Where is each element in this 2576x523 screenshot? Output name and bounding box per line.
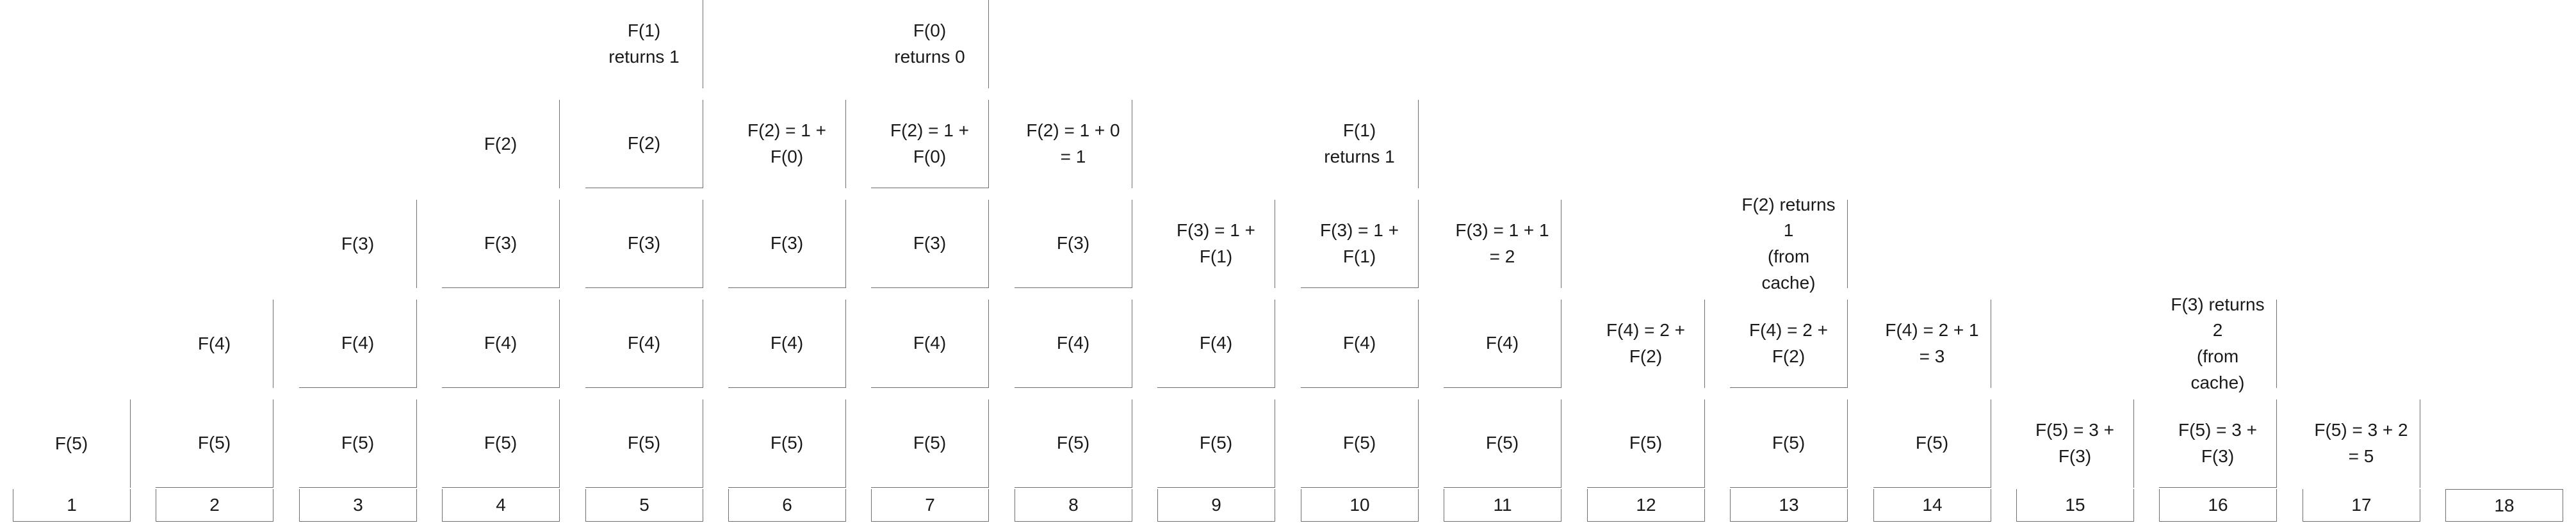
stack-frame: F(4): [1157, 300, 1275, 388]
stack-frame: F(5): [1730, 399, 1848, 488]
stack-frame: F(5) = 3 + F(3): [2159, 399, 2277, 488]
stack-frame: F(5) = 3 + F(3): [2016, 399, 2134, 488]
stack-frame: F(4): [728, 300, 846, 388]
stack-frame: F(5): [1587, 399, 1705, 488]
step-number: 17: [2303, 489, 2420, 522]
stack-frame: F(1) returns 1: [1301, 100, 1419, 188]
step-number: 8: [1015, 489, 1132, 522]
stack-frame: F(4) = 2 + F(2): [1730, 300, 1848, 388]
step-number: 7: [871, 489, 989, 522]
stack-frame: F(4): [442, 300, 560, 388]
step-number: 2: [156, 489, 273, 522]
stack-frame: F(5): [13, 399, 131, 488]
stack-frame: F(3): [871, 200, 989, 288]
step-number: 3: [299, 489, 417, 522]
stack-frame: F(5): [585, 399, 703, 488]
stack-frame: F(5): [156, 399, 273, 488]
step-number: 1: [13, 489, 131, 522]
stack-frame: F(2): [442, 100, 560, 188]
stack-frame: F(4): [156, 300, 273, 388]
stack-frame: F(4): [1444, 300, 1561, 388]
stack-frame: F(4): [1015, 300, 1132, 388]
stack-frame: F(3) returns 2 (from cache): [2159, 300, 2277, 388]
stack-frame: F(1) returns 1: [585, 0, 703, 88]
stack-frame: F(5): [1301, 399, 1419, 488]
stack-frame: F(4): [299, 300, 417, 388]
step-number: 4: [442, 489, 560, 522]
step-number: 16: [2159, 489, 2277, 522]
stack-frame: F(3) = 1 + F(1): [1157, 200, 1275, 288]
step-number: 5: [585, 489, 703, 522]
stack-frame: F(3): [585, 200, 703, 288]
step-number: 6: [728, 489, 846, 522]
step-number: 18: [2445, 489, 2563, 522]
stack-frame: F(2) = 1 + 0 = 1: [1015, 100, 1132, 188]
step-number: 14: [1873, 489, 1991, 522]
stack-frame: F(5): [1157, 399, 1275, 488]
stack-frame: F(3): [442, 200, 560, 288]
stack-frame: F(4) = 2 + F(2): [1587, 300, 1705, 388]
stack-frame: F(5): [442, 399, 560, 488]
stack-frame: F(5) = 3 + 2 = 5: [2303, 399, 2420, 488]
stack-frame: F(3): [1015, 200, 1132, 288]
stack-frame: F(4): [871, 300, 989, 388]
stack-frame: F(3) = 1 + F(1): [1301, 200, 1419, 288]
step-number: 15: [2016, 489, 2134, 522]
stack-frame: F(5): [1015, 399, 1132, 488]
stack-frame: F(3) = 1 + 1 = 2: [1444, 200, 1561, 288]
step-number: 12: [1587, 489, 1705, 522]
step-number: 13: [1730, 489, 1848, 522]
stack-frame: F(3): [299, 200, 417, 288]
stack-frame: F(4): [1301, 300, 1419, 388]
stack-frame: F(5): [1444, 399, 1561, 488]
step-number: 10: [1301, 489, 1419, 522]
stack-frame: F(5): [299, 399, 417, 488]
stack-frame: F(5): [1873, 399, 1991, 488]
stack-frame: F(0) returns 0: [871, 0, 989, 88]
stack-frame: F(2) = 1 + F(0): [871, 100, 989, 188]
step-number: 9: [1157, 489, 1275, 522]
step-number: 11: [1444, 489, 1561, 522]
stack-frame: F(4) = 2 + 1 = 3: [1873, 300, 1991, 388]
stack-frame: F(3): [728, 200, 846, 288]
stack-frame: F(2) returns 1 (from cache): [1730, 200, 1848, 288]
stack-frame: F(5): [728, 399, 846, 488]
stack-frame: F(5): [871, 399, 989, 488]
stack-frame: F(4): [585, 300, 703, 388]
stack-frame: F(2): [585, 100, 703, 188]
stack-frame: F(2) = 1 + F(0): [728, 100, 846, 188]
